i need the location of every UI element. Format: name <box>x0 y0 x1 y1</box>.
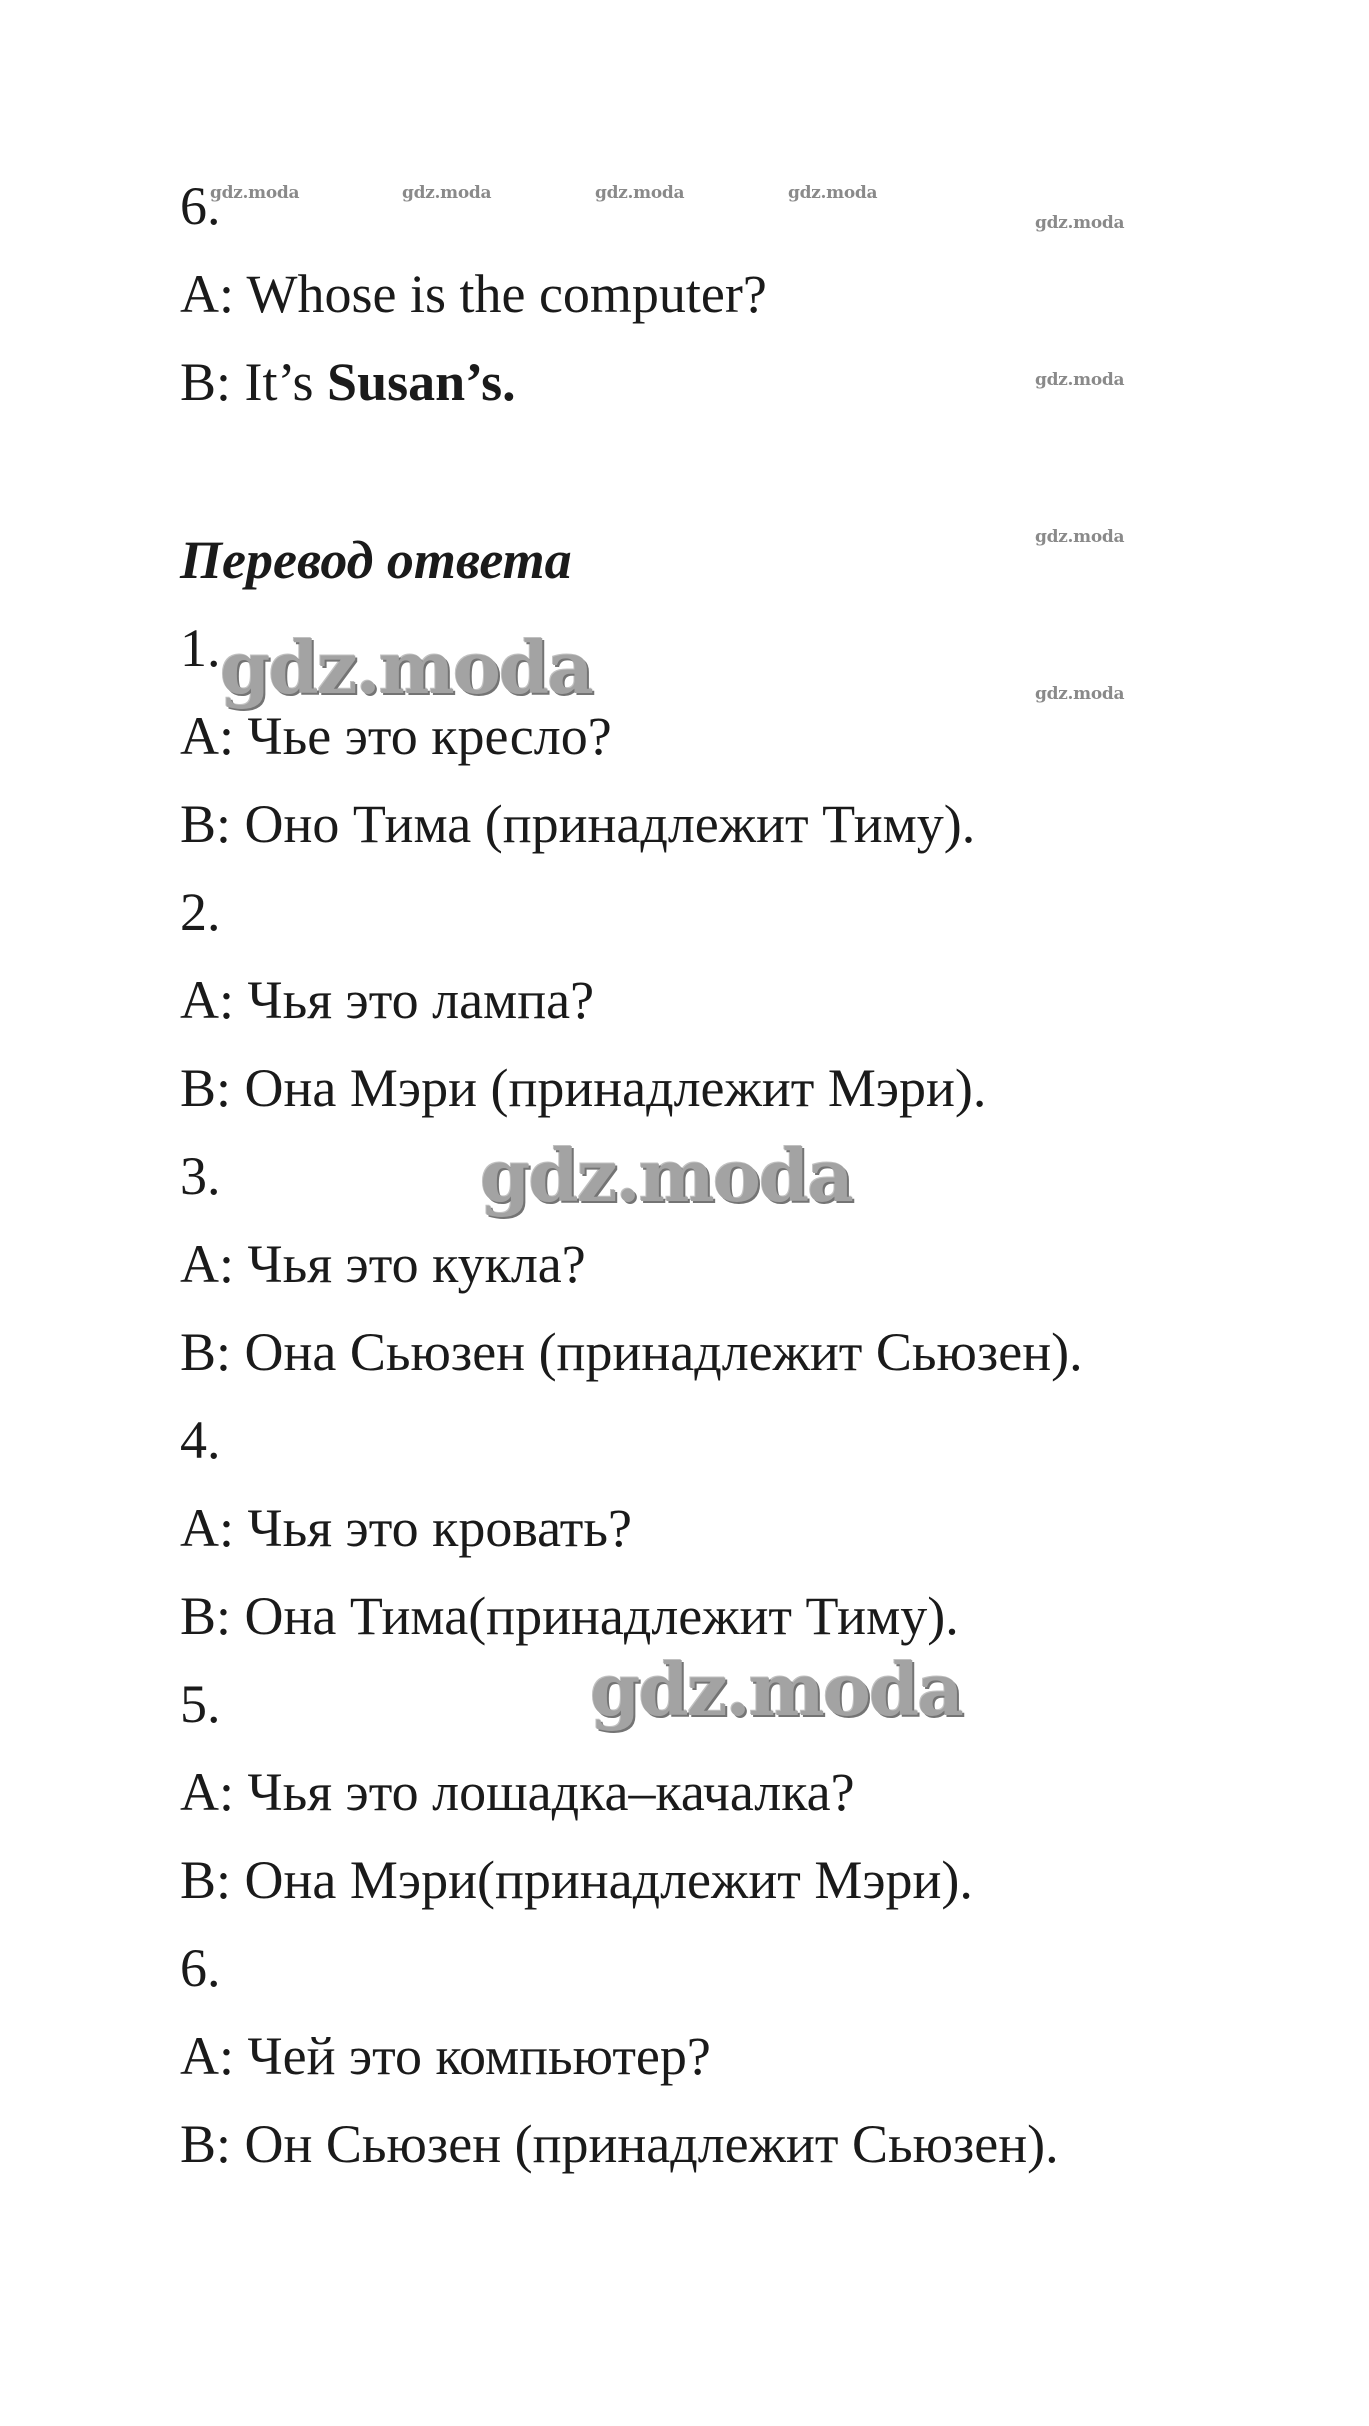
watermark-small: gdz.moda <box>1035 527 1125 547</box>
section-heading: Перевод ответа <box>180 530 572 590</box>
question-line: А: Чье это кресло? <box>180 706 612 766</box>
item-number: 3. <box>180 1146 221 1206</box>
item-number: 4. <box>180 1410 221 1470</box>
question-line: A: Whose is the computer? <box>180 264 767 324</box>
answer-line: В: Она Мэри (принадлежит Мэри). <box>180 1058 987 1118</box>
item-number: 6. <box>180 176 221 236</box>
watermark-large: gdz.moda <box>590 1647 962 1732</box>
answer-prefix: B: It’s <box>180 352 328 412</box>
answer-line: В: Он Сьюзен (принадлежит Сьюзен). <box>180 2114 1059 2174</box>
question-line: А: Чей это компьютер? <box>180 2026 711 2086</box>
watermark-small: gdz.moda <box>1035 213 1125 233</box>
item-number: 6. <box>180 1938 221 1998</box>
item-number: 2. <box>180 882 221 942</box>
watermark-large: gdz.moda <box>220 625 592 710</box>
watermark-small: gdz.moda <box>1035 684 1125 704</box>
watermark-small: gdz.moda <box>788 183 878 203</box>
answer-line <box>180 352 516 412</box>
watermark-small: gdz.moda <box>210 183 300 203</box>
answer-bold: Susan’s. <box>327 352 516 412</box>
answer-line: В: Она Мэри(принадлежит Мэри). <box>180 1850 973 1910</box>
item-number: 5. <box>180 1674 221 1734</box>
question-line: А: Чья это лошадка–качалка? <box>180 1762 855 1822</box>
watermark-small: gdz.moda <box>595 183 685 203</box>
watermark-small: gdz.moda <box>402 183 492 203</box>
item-number: 1. <box>180 618 221 678</box>
answer-line: В: Она Тима(принадлежит Тиму). <box>180 1586 959 1646</box>
watermark-large: gdz.moda <box>480 1133 852 1218</box>
question-line: А: Чья это лампа? <box>180 970 595 1030</box>
question-line: А: Чья это кукла? <box>180 1234 586 1294</box>
watermark-small: gdz.moda <box>1035 370 1125 390</box>
question-line: А: Чья это кровать? <box>180 1498 632 1558</box>
answer-line: В: Оно Тима (принадлежит Тиму). <box>180 794 976 854</box>
answer-line: В: Она Сьюзен (принадлежит Сьюзен). <box>180 1322 1083 1382</box>
